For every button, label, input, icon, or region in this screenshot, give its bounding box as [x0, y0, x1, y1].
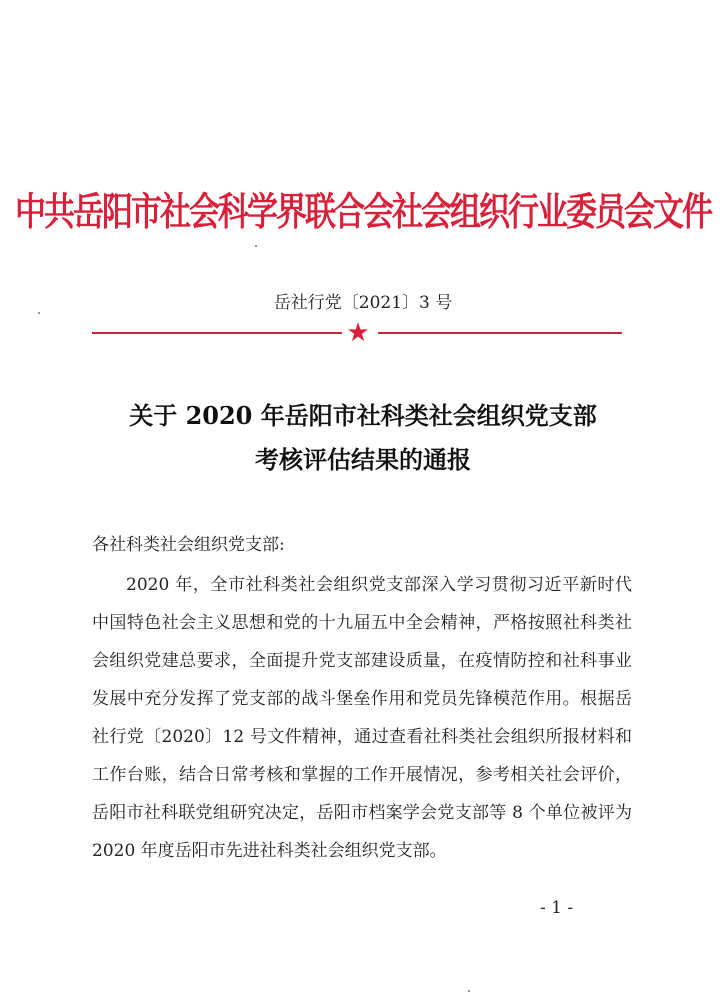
- red-rule-right: [378, 332, 622, 334]
- star-icon: ★: [346, 318, 370, 348]
- salutation: 各社科类社会组织党支部:: [92, 535, 285, 555]
- header-org-title: 中共岳阳市社会科学界联合会社会组织行业委员会文件: [15, 190, 711, 235]
- notice-title-line2: 考核评估结果的通报: [255, 445, 471, 474]
- notice-title-line1: 关于 2020 年岳阳市社科类社会组织党支部: [129, 401, 597, 430]
- body-paragraph: 2020 年，全市社科类社会组织党支部深入学习贯彻习近平新时代中国特色社会主义思想和党的十九届五中全会精神，严格按照社科类社会组织党建总要求，全面提升党支部建设质量，在疫情防控和社科事业发展中充分发挥了党支部的战斗堡垒作用和党员先锋模范作用。根据岳社行党〔2020〕12 号文件精神，通过查看社科类社会组织所报材料和工作台账，结合日常考核和掌握的工作开展情况，参考相关社会评价，岳阳市社科联党组研究决定，岳阳市档案学会党支部等 8 个单位被评为 2020 年度岳阳市先进社科类社会组织党支部。: [92, 575, 632, 861]
- scan-speck: [255, 245, 257, 247]
- doc-number: 岳社行党〔2021〕3 号: [273, 293, 453, 313]
- scan-speck: [468, 990, 470, 992]
- page-number: - 1 -: [540, 898, 574, 918]
- red-rule-left: [92, 332, 342, 334]
- scan-speck: [38, 312, 40, 314]
